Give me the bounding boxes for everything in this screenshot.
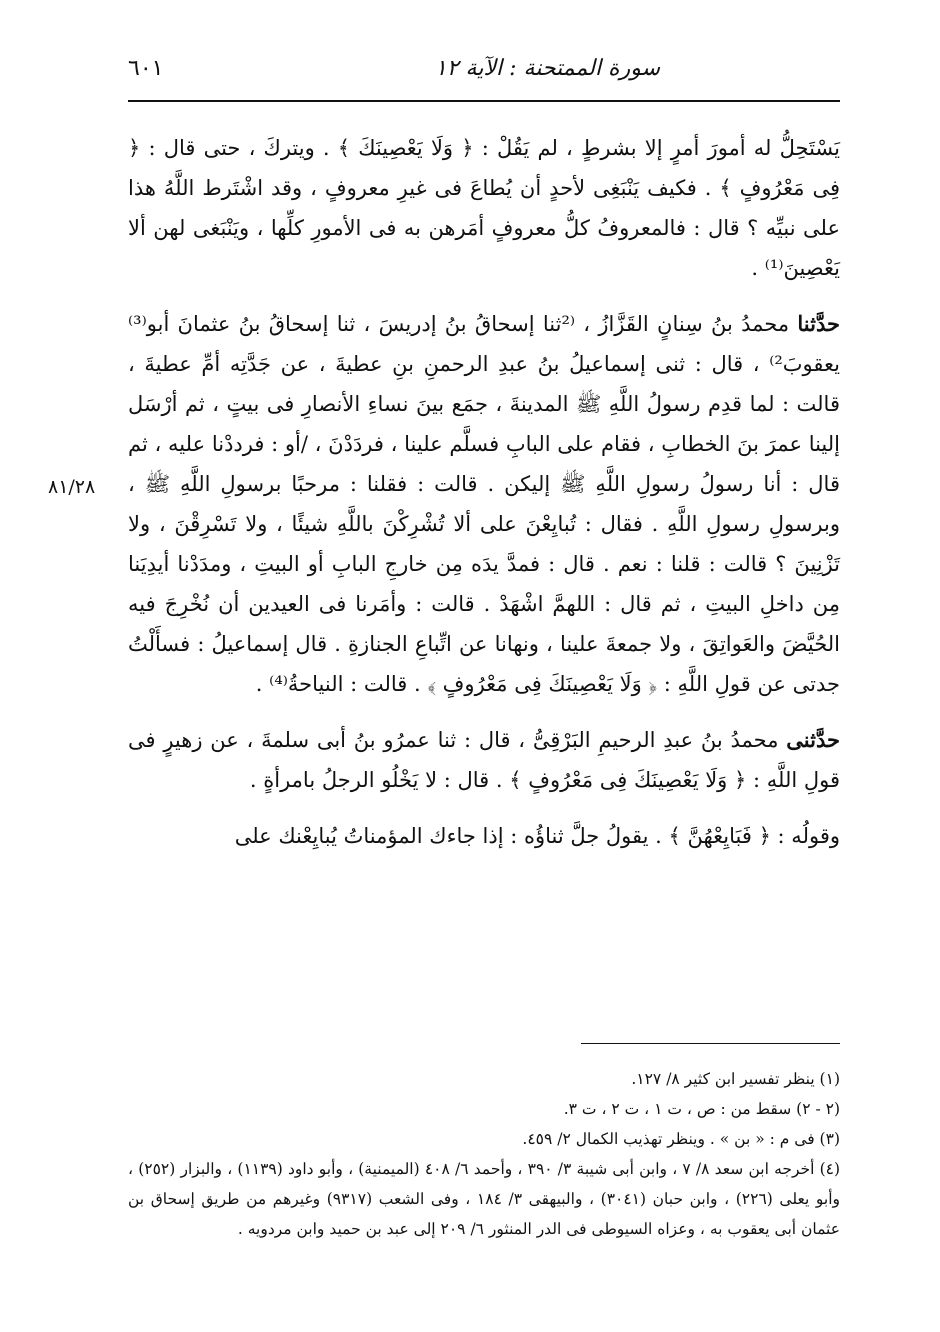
paragraph-lead: حدَّثنى <box>786 727 840 752</box>
page-header <box>128 52 840 96</box>
footnotes <box>128 1064 840 1244</box>
paragraph-lead: حدَّثنا <box>797 311 840 336</box>
footnote-rule <box>581 1043 840 1044</box>
footnote-2: (٢ - ٢) سقط من : ص ، ت ١ ، ت ٢ ، ت ٣. <box>563 1100 840 1118</box>
paragraph-text: يَسْتَحِلُّ له أمورَ أمرٍ إلا بشرطٍ ، لم يَقُلْ : ﴿ وَلَا يَعْصِينَكَ ﴾ . ويتركَ ، حتى قال : ﴿ فِى مَعْرُوفٍ ﴾ . فكيف يَنْبَغِى لأحدٍ أن يُطاعَ فى غيرِ معروفٍ ، وقد اشْتَرط اللَّهُ هذا على نبيِّه ؟ قال : فالمعروفُ كلُّ معروفٍ أمَرهن به فى الأمورِ كلِّها ، ويَنْبَغى لهن ألا يَعْصِينَ⁽¹⁾ . <box>128 136 840 280</box>
main-text <box>128 128 840 872</box>
paragraph-3 <box>128 720 840 800</box>
page-number: ٦٠١ <box>128 56 164 81</box>
paragraph-text: محمدُ بنُ سِنانٍ القَزَّازُ ، ⁽²ثنا إسحاقُ بنُ إدريسَ ، ثنا إسحاقُ بنُ عثمانَ أبو⁽³⁾ يعقوبَ²⁾ ، قال : ثنى إسماعيلُ بنُ عبدِ الرحمنِ بنِ عطيةَ ، عن جَدَّتِه أمِّ عطيةَ ، قالت : لما قدِم رسولُ اللَّهِ ﷺ المدينةَ ، جمَع بينَ نساءِ الأنصارِ فى بيتٍ ، ثم أرْسَل إلينا عمرَ بنَ الخطابِ ، فقام على البابِ فسلَّم علينا ، فردَدْنَ ، /أو : فرددْنا عليه ، ثم قال : أنا رسولُ رسولِ اللَّهِ ﷺ إليكن . قالت : فقلنا : مرحبًا برسولِ اللَّهِ ﷺ ، وبرسولِ رسولِ اللَّهِ . فقال : تُبايِعْنَ على ألا تُشْرِكْنَ باللَّهِ شيئًا ، ولا تَسْرِقْنَ ، ولا تَزْنِينَ ؟ قالت : قلنا : نعم . قال : فمدَّ يدَه مِن خارجِ البابِ أو البيتِ ، ومدَدْنا أيدِيَنا مِن داخلِ البيتِ ، ثم قال : اللهمَّ اشْهَدْ . قالت : وأمَرنا فى العيدين أن نُخْرِجَ فيه الحُيَّضَ والعَواتِقَ ، ولا جمعةَ علينا ، ونهانا عن اتِّباعِ الجنازةِ . قال إسماعيلُ : فسأَلْتُ جدتى عن قولِ اللَّهِ : ﴿ وَلَا يَعْصِينَكَ فِى مَعْرُوفٍ ﴾ . قالت : النياحةُ⁽⁴⁾ . <box>128 312 840 696</box>
running-title: سورة الممتحنة : الآية ١٢ <box>434 56 660 81</box>
footnote-4: (٤) أخرجه ابن سعد ٨/ ٧ ، وابن أبى شيبة ٣/ ٣٩٠ ، وأحمد ٦/ ٤٠٨ (الميمنية) ، وأبو داود (١١٣٩) ، والبزار (٢٥٢) ، وأبو يعلى (٢٢٦) ، وابن حبان (٣٠٤١) ، والبيهقى ٣/ ١٨٤ ، وفى الشعب (٩٣١٧) وغيرهم من طريق إسحاق بن عثمان أبى يعقوب به ، وعزاه السيوطى فى الدر المنثور ٦/ ٢٠٩ إلى عبد بن حميد وابن مردويه . <box>128 1160 841 1238</box>
header-rule <box>128 100 840 102</box>
paragraph-text: وقولُه : ﴿ فَبَايِعْهُنَّ ﴾ . يقولُ جلَّ ثناؤُه : إذا جاءك المؤمناتُ يُبايِعْنك على <box>234 824 840 848</box>
footnote-1: (١) ينظر تفسير ابن كثير ٨/ ١٢٧. <box>631 1070 840 1088</box>
paragraph-text: محمدُ بنُ عبدِ الرحيمِ البَرْقِىُّ ، قال : ثنا عمرُو بنُ أبى سلمةَ ، عن زهيرٍ فى قولِ اللَّهِ : ﴿ وَلَا يَعْصِينَكَ فِى مَعْرُوفٍ ﴾ . قال : لا يَخْلُو الرجلُ بامرأةٍ . <box>128 728 840 792</box>
footnote-3: (٣) فى م : « بن » . وينظر تهذيب الكمال ٢/ ٤٥٩. <box>522 1130 840 1148</box>
paragraph-4 <box>128 816 840 856</box>
paragraph-2 <box>128 304 840 704</box>
paragraph-1 <box>128 128 840 288</box>
margin-reference: ٨١/٢٨ <box>48 476 96 498</box>
